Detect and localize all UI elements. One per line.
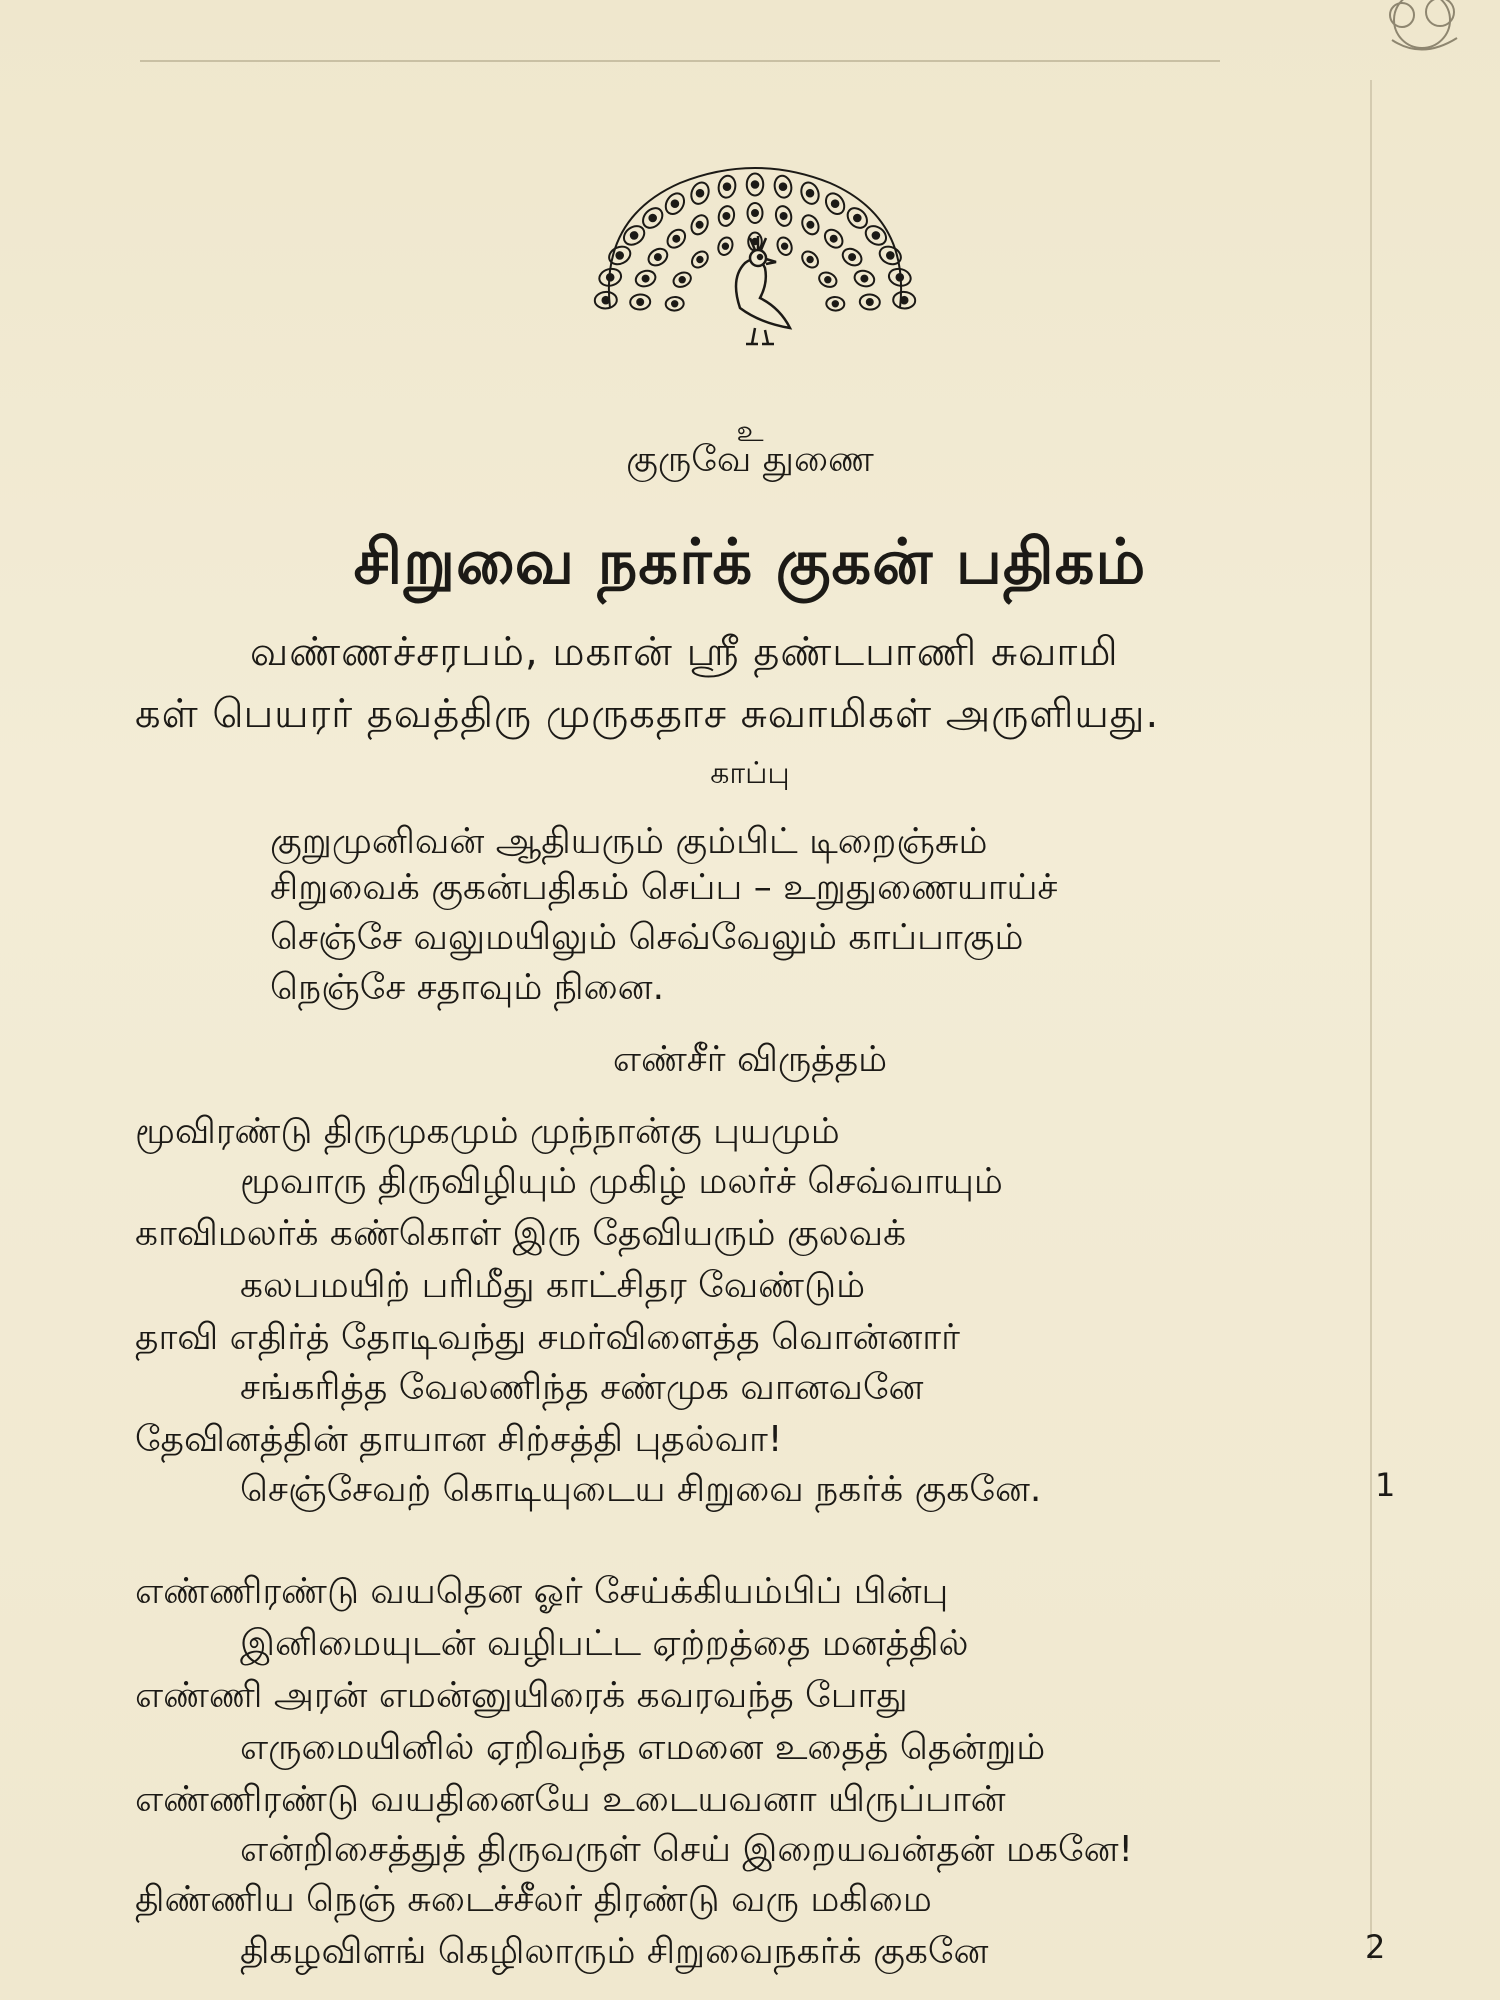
feather-eye-dot	[807, 190, 814, 197]
verse-line: மூவாரு திருவிழியும் முகிழ் மலர்ச் செவ்வாயும்	[240, 1161, 1003, 1202]
attribution-line-2: கள் பெயரர் தவத்திரு முருகதாச சுவாமிகள் அருளியது.	[135, 691, 1160, 737]
verse-line: எண்ணிரண்டு வயதினையே உடையவனா யிருப்பான்	[135, 1779, 1006, 1820]
verse-line: இனிமையுடன் வழிபட்ட ஏற்றத்தை மனத்தில்	[240, 1623, 969, 1664]
feather-eye-dot	[825, 277, 830, 282]
feather-eye-dot	[873, 232, 880, 239]
corner-ornament-icon	[1362, 0, 1482, 70]
verse-line: சங்கரித்த வேலணிந்த சண்முக வானவனே	[240, 1367, 924, 1408]
verse-line: திண்ணிய நெஞ் சுடைச்சீலர் திரண்டு வரு மகிமை	[135, 1879, 932, 1920]
feather-eye-dot	[780, 183, 787, 190]
peacock-emblem-icon	[590, 158, 920, 348]
feather-eye-dot	[672, 200, 679, 207]
feather-eye-dot	[673, 236, 679, 242]
kappu-line: நெஞ்சே சதாவும் நினை.	[270, 967, 665, 1008]
verse-line: எண்ணிரண்டு வயதென ஓர் சேய்க்கியம்பிப் பின்பு	[135, 1571, 949, 1612]
feather-eye-dot	[781, 213, 787, 219]
invocation-mark: உ	[736, 414, 764, 449]
right-border-line	[1370, 80, 1372, 1960]
feather-eye-dot	[672, 301, 677, 306]
feather-eye-dot	[655, 254, 661, 260]
page-title: சிறுவை நகர்க் குகன் பதிகம்	[353, 525, 1147, 598]
feather-eye-dot	[807, 222, 813, 228]
feather-eye-dot	[697, 257, 702, 262]
verse-number: 2	[1365, 1928, 1386, 1966]
attribution-line-1: வண்ணச்சரபம், மகான் ஸ்ரீ தண்டபாணி சுவாமி	[250, 629, 1119, 675]
feather-eye-dot	[782, 244, 787, 249]
kappu-line: செஞ்சே வலுமயிலும் செவ்வேலும் காப்பாகும்	[270, 917, 1024, 958]
feather-eye-dot	[603, 297, 610, 304]
top-border-line	[140, 60, 1220, 62]
feather-eye-dot	[887, 252, 894, 259]
section-heading: எண்சீர் விருத்தம்	[612, 1039, 888, 1080]
feather-eye-dot	[724, 183, 731, 190]
feather-eye-dot	[697, 190, 704, 197]
feather-eye-dot	[849, 254, 855, 260]
verse-number: 1	[1375, 1466, 1396, 1504]
verse-line: காவிமலர்க் கண்கொள் இரு தேவியரும் குலவக்	[135, 1213, 907, 1254]
feather-eye-dot	[901, 297, 908, 304]
verse-line: திகழவிளங் கெழிலாரும் சிறுவைநகர்க் குகனே	[240, 1931, 989, 1972]
feather-eye-dot	[831, 236, 837, 242]
kappu-heading: காப்பு	[710, 756, 790, 791]
verse-line: தேவினத்தின் தாயான சிற்சத்தி புதல்வா!	[135, 1419, 783, 1460]
feather-eye-dot	[697, 222, 703, 228]
feather-eye-dot	[723, 213, 729, 219]
feather-eye-dot	[832, 200, 839, 207]
kappu-line: குறுமுனிவன் ஆதியரும் கும்பிட் டிறைஞ்சும்	[270, 821, 988, 862]
kappu-line: சிறுவைக் குகன்பதிகம் செப்ப – உறுதுணையாய்ச்	[270, 867, 1058, 908]
verse-line: கலபமயிற் பரிமீது காட்சிதர வேண்டும்	[240, 1265, 866, 1306]
feather-eye-dot	[680, 277, 685, 282]
feather-eye-dot	[854, 215, 861, 222]
verse-line: மூவிரண்டு திருமுகமும் முந்நான்கு புயமும்	[135, 1111, 840, 1152]
feather-eye-dot	[752, 210, 758, 216]
feather-eye-dot	[649, 215, 656, 222]
verse-line: செஞ்சேவற் கொடியுடைய சிறுவை நகர்க் குகனே.	[240, 1469, 1042, 1510]
feather-eye-dot	[616, 252, 623, 259]
feather-eye-dot	[752, 181, 759, 188]
verse-line: எண்ணி அரன் எமன்னுயிரைக் கவரவந்த போது	[135, 1675, 908, 1716]
verse-line: எருமையினில் ஏறிவந்த எமனை உதைத் தென்றும்	[240, 1727, 1046, 1768]
feather-eye-dot	[861, 276, 867, 282]
verse-line: என்றிசைத்துத் திருவருள் செய் இறையவன்தன் மகனே!	[240, 1829, 1133, 1870]
verse-line: தாவி எதிர்த் தோடிவந்து சமர்விளைத்த வொன்னார்	[135, 1317, 960, 1358]
feather-eye-dot	[637, 299, 643, 305]
feather-eye-dot	[723, 244, 728, 249]
feather-eye-dot	[643, 276, 649, 282]
feather-eye-dot	[867, 299, 873, 305]
feather-eye-dot	[833, 301, 838, 306]
guru-line: குருவே துணை	[626, 439, 874, 480]
feather-eye-dot	[807, 257, 812, 262]
feather-eye-dot	[631, 232, 638, 239]
